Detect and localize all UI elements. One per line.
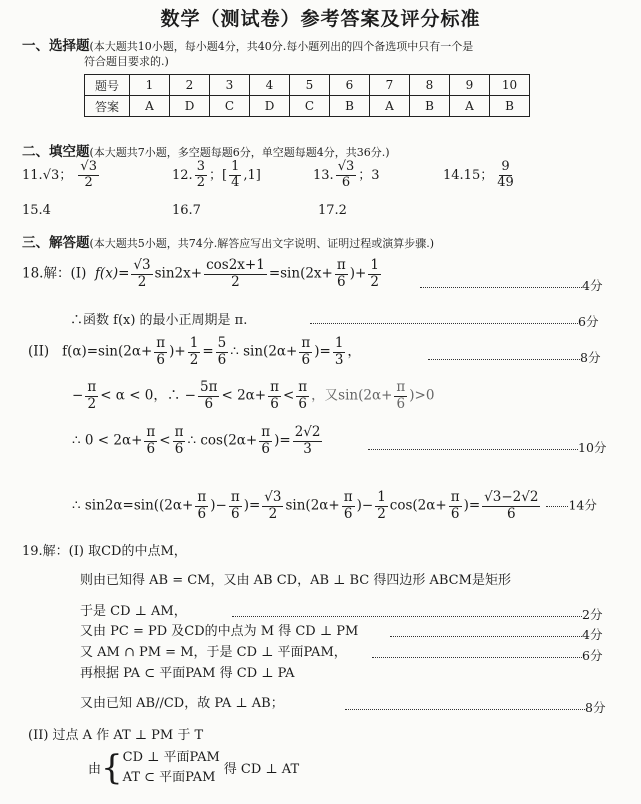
section1-note-cont: 符合题目要求的.) (84, 55, 169, 68)
table-cell: 4 (250, 75, 290, 96)
q19-line5: 又 AM ∩ PM = M，于是 CD ⊥ 平面PAM， (80, 645, 347, 660)
table-cell: A (370, 96, 410, 117)
q18-score-row1: 4分 (420, 276, 602, 294)
q18-line6: ∴ sin2α=sin((2α+ $\frac{\pi}{6}$ )− $\frac{\pi}{6}$ )= $\frac{√3}{2}$ sin(2α+ $\frac{\pi}{6}$ )− $\frac{1}{2}$ cos(2α+ $\frac{\pi}{6}$ )= $\frac{√3-2√2}{6}$ 14分 (72, 489, 597, 522)
section1-header (22, 34, 473, 54)
q19-line3: 于是 CD ⊥ AM， (80, 604, 187, 619)
brace-icon: { (101, 747, 123, 788)
section1-heading: 一、选择题 (22, 38, 90, 54)
fraction: $\frac{\pi}{6}$ (261, 424, 271, 457)
fraction: $\frac{1}{4}$ (231, 159, 240, 190)
q19-line2: 则由已知得 AB = CM，又由 AB CD，AB ⊥ BC 得四边形 ABCM是矩形 (80, 573, 511, 588)
fraction: $\frac{\cos 2x+1}{2}$ (206, 257, 265, 290)
fraction: $\frac{5}{6}$ (217, 335, 227, 368)
table-cell: 2 (170, 75, 210, 96)
table-cell: D (250, 96, 290, 117)
fraction: $\frac{√3}{6}$ (337, 159, 355, 190)
q18-score6: 14分 (568, 497, 597, 513)
fraction: $\frac{√3}{2}$ (80, 159, 97, 190)
fraction: $\frac{\pi}{6}$ (156, 335, 166, 368)
table-row-numbers (85, 75, 530, 96)
table-cell: C (210, 96, 250, 117)
fraction: $\frac{\pi}{6}$ (230, 489, 240, 522)
table-cell: 7 (370, 75, 410, 96)
table-cell: B (330, 96, 370, 117)
fraction: $\frac{√3-2√2}{6}$ (484, 489, 539, 522)
table-row-answers (85, 96, 530, 117)
section3-heading: 三、解答题 (22, 235, 90, 251)
fraction: $\frac{1}{2}$ (370, 257, 379, 290)
fraction: $\frac{\pi}{6}$ (396, 379, 406, 412)
fraction: $\frac{√3}{2}$ (264, 489, 282, 522)
table-cell: D (170, 96, 210, 117)
q19-score-row4: 4分 (390, 625, 602, 643)
fraction: $\frac{\pi}{6}$ (336, 257, 346, 290)
table-cell: 9 (450, 75, 490, 96)
q18-line3: (II) f(α)=sin(2α+ $\frac{\pi}{6}$ )+ $\frac{1}{2}$ = $\frac{5}{6}$ ∴ sin(2α+ $\frac{\pi}{6}$ )= $\frac{1}{3}$ ， (28, 335, 361, 368)
fraction: $\frac{1}{3}$ (334, 335, 344, 368)
fraction: $\frac{\pi}{6}$ (343, 489, 353, 522)
q18-line4: − $\frac{\pi}{2}$ < α < 0，∴ − $\frac{5\pi}{6}$ < 2α+ $\frac{\pi}{6}$ < $\frac{\pi}{6}$ ，又sin(2α+ $\frac{\pi}{6}$ )>0 (72, 379, 435, 412)
q19-line4: 又由 PC = PD 及CD的中点为 M 得 CD ⊥ PM (80, 624, 359, 639)
q19-line1: 19.解：(I) 取CD的中点M， (22, 544, 187, 559)
section3-header (22, 231, 434, 251)
answer-table (84, 74, 530, 117)
answer-q16: 16.7 (172, 203, 201, 218)
answer-q12: 12. $\frac{3}{2}$ ；[ $\frac{1}{4}$ ,1] (172, 159, 261, 190)
answer-q15: 15.4 (22, 203, 51, 218)
table-cell: 1 (130, 75, 170, 96)
row-label-q: 题号 (85, 75, 130, 96)
q18-score-row2: 6分 (310, 312, 598, 330)
fraction: $\frac{1}{2}$ (189, 335, 199, 368)
fraction: $\frac{2√2}{3}$ (294, 424, 321, 457)
fraction: $\frac{\pi}{2}$ (87, 379, 97, 412)
fraction: $\frac{\pi}{6}$ (174, 424, 184, 457)
fraction: $\frac{\pi}{6}$ (450, 489, 460, 522)
fraction: $\frac{\pi}{6}$ (197, 489, 207, 522)
table-cell: 10 (490, 75, 530, 96)
table-cell: 8 (410, 75, 450, 96)
fraction: $\frac{√3}{2}$ (133, 257, 151, 290)
fraction: $\frac{\pi}{6}$ (146, 424, 156, 457)
q19-score-row3: 2分 (232, 605, 602, 623)
q18-score-row3: 8分 (428, 348, 600, 366)
fraction: $\frac{\pi}{6}$ (301, 335, 311, 368)
page-title: 数学（测试卷）参考答案及评分标准 (160, 8, 481, 30)
table-cell: B (410, 96, 450, 117)
answer-q13: 13. $\frac{√3}{6}$ ；3 (313, 159, 380, 190)
answer-q17: 17.2 (318, 203, 347, 218)
fraction: $\frac{1}{2}$ (377, 489, 386, 522)
fraction: $\frac{\pi}{6}$ (298, 379, 308, 412)
q18-line1: 18.解：(I) f(x)= $\frac{√3}{2}$ sin2x+ $\frac{\cos 2x+1}{2}$ =sin(2x+ $\frac{\pi}{6}$ )+ $\frac{1}{2}$ (22, 257, 379, 290)
fraction: $\frac{9}{49}$ (497, 159, 514, 190)
answer-q14: 14.15； $\frac{9}{49}$ (443, 159, 514, 190)
table-cell: A (450, 96, 490, 117)
q19-line8: (II) 过点 A 作 AT ⊥ PM 于 T (28, 728, 204, 743)
fraction: $\frac{3}{2}$ (196, 159, 205, 190)
q18-line5: ∴ 0 < 2α+ $\frac{\pi}{6}$ < $\frac{\pi}{6}$ ∴ cos(2α+ $\frac{\pi}{6}$ )= $\frac{2√2}{3}$ (72, 424, 321, 457)
fraction: $\frac{5\pi}{6}$ (200, 379, 218, 412)
q19-line6: 再根据 PA ⊂ 平面PAM 得 CD ⊥ PA (80, 666, 295, 681)
q19-score-row7: 8分 (345, 698, 605, 716)
table-cell: 5 (290, 75, 330, 96)
table-cell: B (490, 96, 530, 117)
table-cell: C (290, 96, 330, 117)
section1-note: (本大题共10小题，每小题4分，共40分.每小题列出的四个备选项中只有一个是 (89, 40, 474, 53)
q19-score-row5: 6分 (372, 646, 602, 664)
section2-heading: 二、填空题 (22, 144, 90, 160)
q19-line7: 又由已知 AB//CD，故 PA ⊥ AB； (80, 696, 284, 711)
fraction: $\frac{\pi}{6}$ (270, 379, 279, 412)
q18-score-row5: 10分 (368, 438, 606, 456)
q19-line9: 由 { CD ⊥ 平面PAM AT ⊂ 平面PAM 得 CD ⊥ AT (88, 747, 300, 788)
table-cell: 6 (330, 75, 370, 96)
section3-note: (本大题共5小题，共74分.解答应写出文字说明、证明过程或演算步骤.) (89, 237, 435, 250)
table-cell: 3 (210, 75, 250, 96)
table-cell: A (130, 96, 170, 117)
q18-line2: ∴函数 f(x) 的最小正周期是 π. (70, 313, 248, 328)
row-label-a: 答案 (85, 96, 130, 117)
section2-header (22, 140, 390, 160)
answer-q11: 11.√3； $\frac{√3}{2}$ (22, 159, 97, 190)
section2-note: (本大题共7小题，多空题每题6分，单空题每题4分，共36分.) (89, 146, 390, 159)
